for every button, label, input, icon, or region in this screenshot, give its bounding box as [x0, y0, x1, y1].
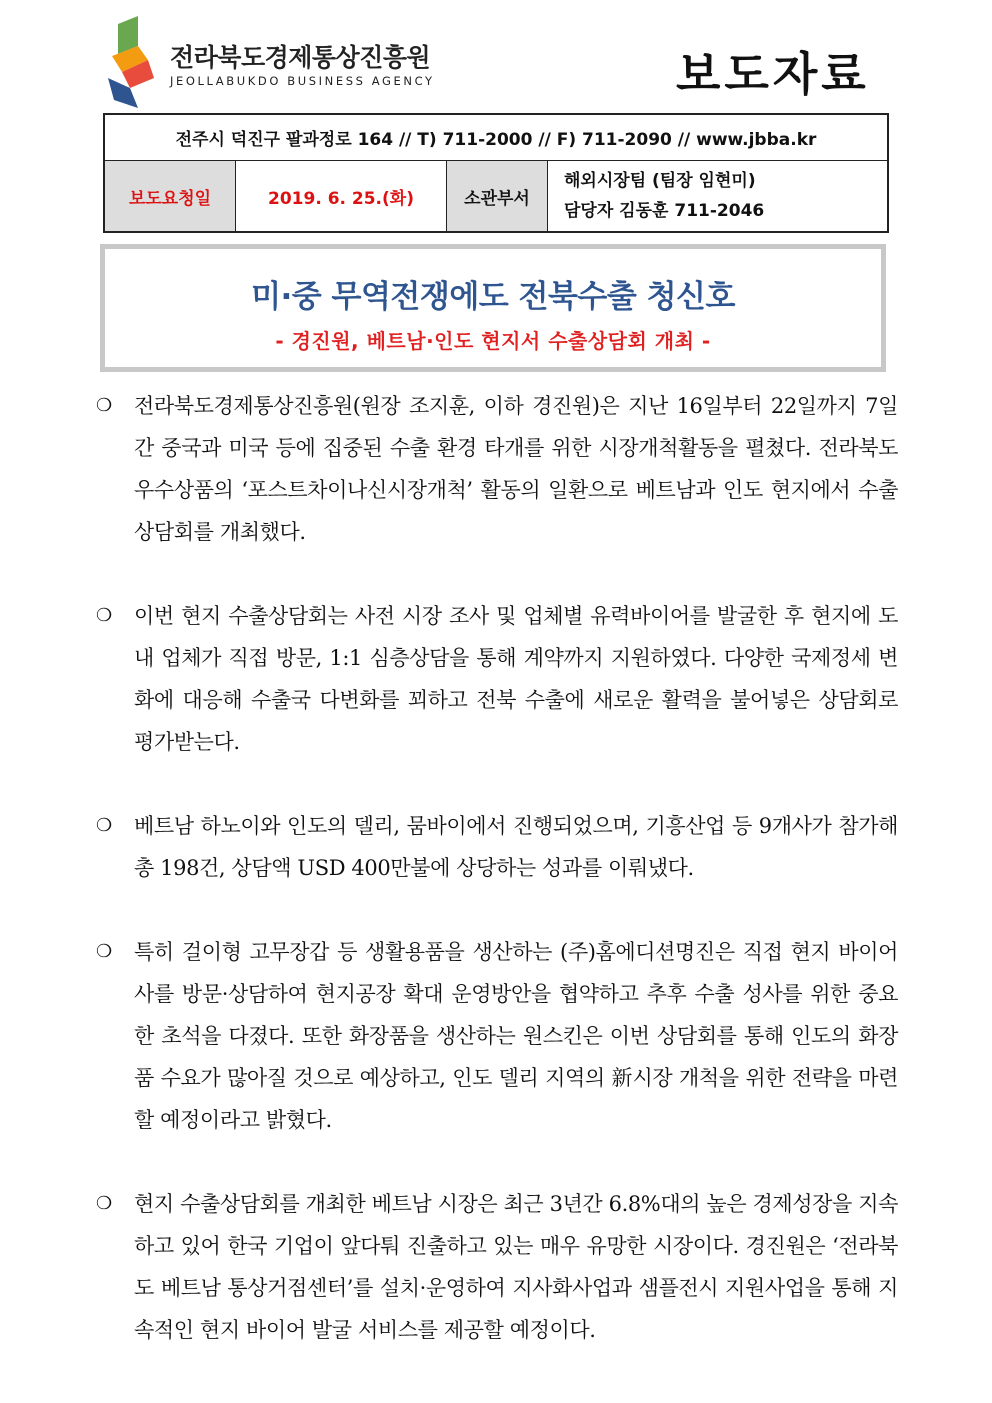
- bullet-circle-icon: ❍: [96, 395, 112, 416]
- headline-subtitle: - 경진원, 베트남·인도 현지서 수출상담회 개최 -: [275, 329, 711, 353]
- agency-logo-mark: [108, 16, 160, 108]
- department-contact: [548, 161, 889, 233]
- paragraph: [96, 595, 898, 763]
- address-line: 전주시 덕진구 팔과정로 164 // T) 711-2000 // F) 711-2090 // www.jbba.kr: [104, 114, 888, 161]
- body-text: [96, 385, 898, 1351]
- paragraph-text: 이번 현지 수출상담회는 사전 시장 조사 및 업체별 유력바이어를 발굴한 후 현지에 도내 업체가 직접 방문, 1:1 심층상담을 통해 계약까지 지원하였다. 다양한 국제정세 변화에 대응해 수출국 다변화를 꾀하고 전북 수출에 새로운 활력을 불어넣은 상담회로 평가받는다.: [134, 604, 898, 754]
- department-label: 소관부서: [447, 161, 548, 233]
- org-name-english: JEOLLABUKDO BUSINESS AGENCY: [170, 74, 435, 88]
- paragraph: [96, 1183, 898, 1351]
- document-type-heading: 보도자료: [676, 47, 870, 101]
- agency-logo: [108, 16, 435, 112]
- department-team: 해외시장팀 (팀장 임현미): [564, 171, 756, 191]
- paragraph: [96, 385, 898, 553]
- bullet-circle-icon: ❍: [96, 815, 112, 836]
- bullet-circle-icon: ❍: [96, 941, 112, 962]
- headline-box: [100, 244, 886, 372]
- paragraph-text: 전라북도경제통상진흥원(원장 조지훈, 이하 경진원)은 지난 16일부터 22일까지 7일간 중국과 미국 등에 집중된 수출 환경 타개를 위한 시장개척활동을 펼쳤다. 전라북도 우수상품의 ‘포스트차이나신시장개척’ 활동의 일환으로 베트남과 인도 현지에서 수출상담회를 개최했다.: [134, 394, 898, 544]
- bullet-circle-icon: ❍: [96, 605, 112, 626]
- bullet-circle-icon: ❍: [96, 1193, 112, 1214]
- paragraph-text: 현지 수출상담회를 개최한 베트남 시장은 최근 3년간 6.8%대의 높은 경제성장을 지속하고 있어 한국 기업이 앞다퉈 진출하고 있는 매우 유망한 시장이다. 경진원은 ‘전라북도 베트남 통상거점센터’를 설치·운영하여 지사화사업과 샘플전시 지원사업을 통해 지속적인 현지 바이어 발굴 서비스를 제공할 예정이다.: [134, 1192, 898, 1342]
- paragraph: [96, 931, 898, 1141]
- paragraph: [96, 805, 898, 889]
- request-date-label: 보도요청일: [104, 161, 236, 233]
- paragraph-text: 베트남 하노이와 인도의 델리, 뭄바이에서 진행되었으며, 기흥산업 등 9개사가 참가해 총 198건, 상담액 USD 400만불에 상당하는 성과를 이뤄냈다.: [134, 814, 898, 880]
- contact-info-table: [103, 113, 889, 233]
- org-name: 전라북도경제통상진흥원: [170, 43, 431, 72]
- headline-title: 미·중 무역전쟁에도 전북수출 청신호: [251, 279, 735, 315]
- request-date-value: 2019. 6. 25.(화): [236, 161, 447, 233]
- paragraph-text: 특히 걸이형 고무장갑 등 생활용품을 생산하는 (주)홈에디션명진은 직접 현지 바이어사를 방문·상담하여 현지공장 확대 운영방안을 협약하고 추후 수출 성사를 위한 중요한 초석을 다졌다. 또한 화장품을 생산하는 원스킨은 이번 상담회를 통해 인도의 화장품 수요가 많아질 것으로 예상하고, 인도 델리 지역의 新시장 개척을 위한 전략을 마련할 예정이라고 밝혔다.: [134, 940, 898, 1132]
- department-staff: 담당자 김동훈 711-2046: [564, 201, 765, 221]
